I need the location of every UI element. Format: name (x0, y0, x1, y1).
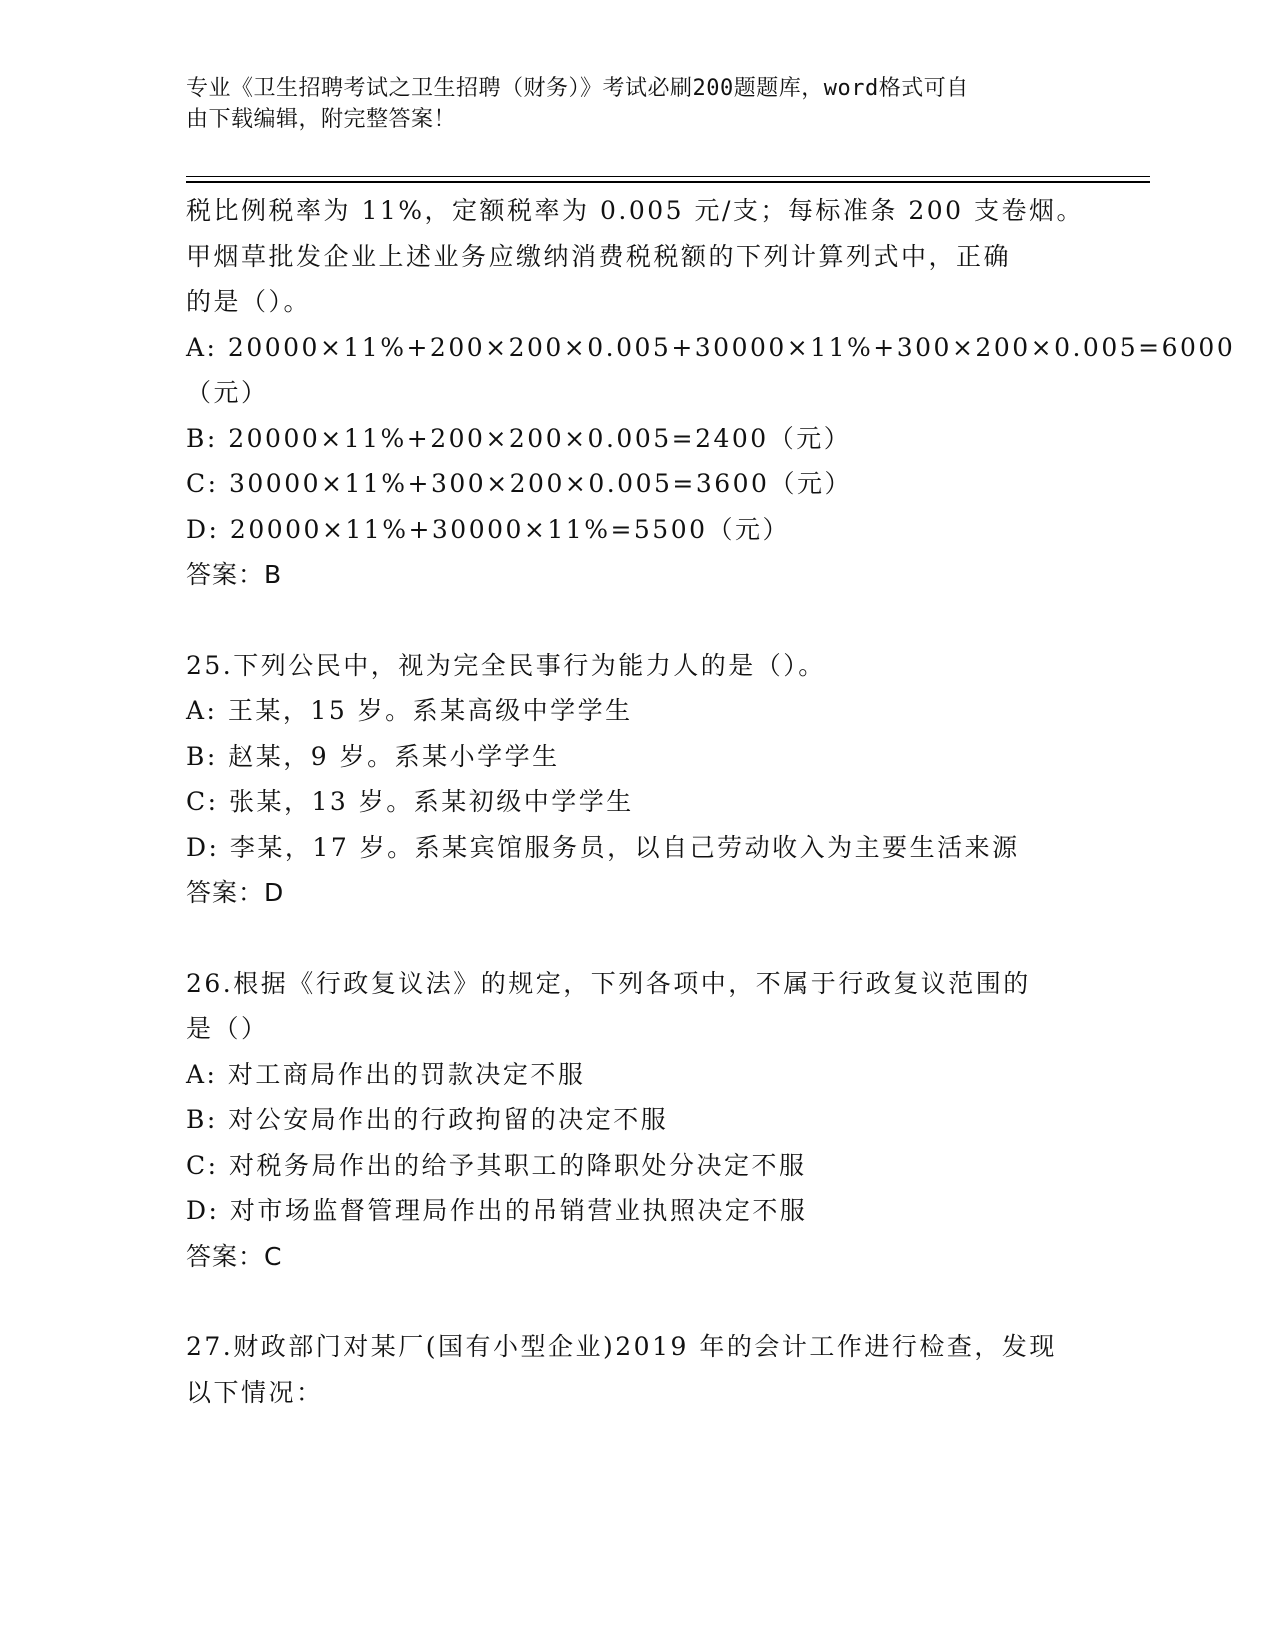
spacer (186, 916, 1086, 961)
question-stem-line: 的是（）。 (186, 287, 312, 316)
question-stem-line: 以下情况： (186, 1377, 324, 1407)
option-c: C: 张某，13 岁。系某初级中学学生 (186, 787, 634, 816)
option-a: A: 对工商局作出的罚款决定不服 (186, 1059, 586, 1089)
option-d: D: 20000×11%+30000×11%=5500（元） (186, 514, 791, 544)
question-stem: 25.下列公民中，视为完全民事行为能力人的是（）。 (186, 650, 826, 680)
question-stem-line: 27.财政部门对某厂(国有小型企业)2019 年的会计工作进行检查，发现 (186, 1332, 1057, 1361)
document-header (186, 73, 1066, 135)
header-divider-thick (186, 181, 1150, 183)
spacer (186, 598, 1086, 643)
question-stem-line: 甲烟草批发企业上述业务应缴纳消费税税额的下列计算列式中，正确 (186, 241, 1012, 271)
answer: 答案：C (186, 1241, 283, 1271)
option-b: B: 对公安局作出的行政拘留的决定不服 (186, 1105, 669, 1134)
header-line-2: 由下载编辑，附完整答案！ (186, 107, 457, 132)
answer: 答案：D (186, 878, 285, 907)
question-stem-line: 税比例税率为 11%，定额税率为 0.005 元/支；每标准条 200 支卷烟。 (186, 196, 1085, 225)
option-a: A: 王某，15 岁。系某高级中学学生 (186, 696, 633, 725)
option-b: B: 赵某，9 岁。系某小学学生 (186, 741, 560, 771)
question-24 (186, 188, 1236, 598)
header-line-1: 专业《卫生招聘考试之卫生招聘（财务）》考试必刷200题题库，word格式可自 (186, 76, 969, 101)
option-d: D: 李某，17 岁。系某宾馆服务员，以自己劳动收入为主要生活来源 (186, 832, 1020, 862)
option-d: D: 对市场监督管理局作出的吊销营业执照决定不服 (186, 1196, 808, 1225)
question-26 (186, 961, 1086, 1280)
question-stem-line: 是（） (186, 1014, 269, 1043)
option-c: C: 30000×11%+300×200×0.005=3600（元） (186, 469, 852, 498)
header-divider-thin (186, 176, 1150, 177)
question-27 (186, 1324, 1086, 1415)
question-stem-line: 26.根据《行政复议法》的规定，下列各项中，不属于行政复议范围的 (186, 968, 1031, 998)
answer: 答案：B (186, 560, 283, 589)
option-b: B: 20000×11%+200×200×0.005=2400（元） (186, 423, 852, 453)
option-c: C: 对税务局作出的给予其职工的降职处分决定不服 (186, 1150, 807, 1180)
question-content (186, 188, 1236, 1415)
question-25 (186, 643, 1086, 916)
option-a-continued: （元） (186, 378, 269, 407)
spacer (186, 1279, 1086, 1324)
option-a: A: 20000×11%+200×200×0.005+30000×11%+300×200×0.005=6000 (186, 332, 1236, 362)
